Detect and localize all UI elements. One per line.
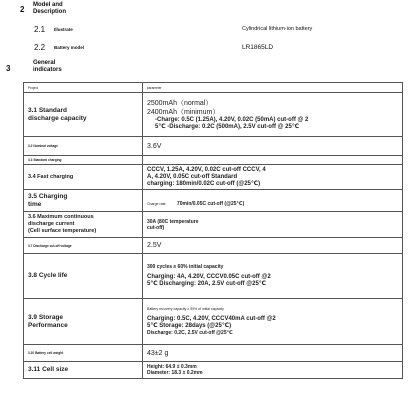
row-value-line: 2500mAh（normal） [147,99,213,107]
row-label-line: 3.6 Maximum continuous [28,214,94,220]
item-2-1-value: Cylindrical lithium-ion battery [242,26,313,32]
section-3-title-line-1: General [33,60,56,66]
row-value-line: Charging: 0.5C, 4.20V, CCCV40mA cut-off @2 [147,315,276,322]
row-label: 3.11 Cell size [24,362,143,379]
row-value-line: charging: 180min/0.02C cut-off (@25℃) [147,180,261,187]
row-value-line: 300 cycles ≥ 60% initial capacity [147,264,224,270]
item-2-1-label: Illustrate [54,27,73,32]
section-2-title-line-2: Description [33,9,67,15]
row-label-line: (Cell surface temperature) [28,228,97,234]
row-value-line: CCCV, 1.25A, 4.20V, 0.02C cut-off CCCV, 4 [147,166,266,173]
row-value-line: 30A (80C temperature [147,218,199,225]
table-row [24,299,403,345]
row-value [143,212,403,238]
table-row [24,345,403,362]
section-3-title-line-2: indicators [33,67,62,73]
row-value [143,190,403,212]
row-value-line: 2400mAh（minimum） [147,108,220,116]
row-value-line: 5℃ Discharging: 20A, 2.5V cut-off @25℃ [147,281,267,287]
row-label: 3.3 Standard charging [24,156,143,165]
row-label-line: 3.5 Charging [28,192,68,200]
row-value-line: Height: 64.9 ± 0.3mm [147,364,197,370]
row-value [143,156,403,165]
row-value-line: -Charge: 0.5C (1.25A), 4.20V, 0.02C (50mA) cut-off @ 2 [155,116,309,123]
row-label [24,299,143,345]
header-project: Project [24,83,143,93]
charge-rate-label: Charge rate: [147,201,167,206]
header-parameter: parameter [143,83,403,93]
row-value-line: A, 4.20V, 0.05C cut-off Standard [147,173,238,180]
row-label-line: 3.1 Standard [28,106,68,114]
row-label: 3.2 Nominal voltage [24,137,143,156]
row-label: 3.4 Fast charging [24,165,143,190]
table-row [24,137,403,156]
row-value [143,165,403,190]
charge-rate-value: 70min/0.05C cut-off (@25℃) [176,200,245,207]
row-value: 43±2 g [143,345,403,362]
item-2-2-number: 2.2 [34,43,46,52]
item-2-2-value: LR1865LD [242,44,274,51]
row-value: 3.6V [143,137,403,156]
table-row [24,254,403,299]
row-value-line: Discharge: 0.2C, 2.5V cut-off @25℃ [147,329,233,336]
item-2-1-number: 2.1 [34,25,46,34]
row-value-line: 5℃ Storage: 28days (@25℃) [147,322,232,329]
table-row [24,165,403,190]
row-label-line: Performance [28,321,68,329]
table-row [24,212,403,238]
table-row [24,190,403,212]
table-row [24,93,403,137]
row-label [24,212,143,238]
row-value [143,299,403,345]
row-label: 3.8 Cycle life [24,254,143,299]
section-3-number: 3 [6,64,11,73]
row-label [24,93,143,137]
row-value-line: 5℃ -Discharge: 0.2C (500mA), 2.5V cut-off @ 25℃ [155,123,300,130]
row-label-line: time [28,200,42,208]
row-value-line: cut-off) [147,224,165,231]
section-2-title-line-1: Model and [33,2,63,8]
section-2-title [33,2,66,16]
item-2-2-label: Battery model [54,45,85,50]
row-label-line: 3.9 Storage [28,313,64,321]
row-value [143,254,403,299]
section-2-number: 2 [20,5,25,14]
row-value: 2.5V [143,238,403,254]
row-label: 3.7 Discharge cut-off voltage [24,238,143,254]
table-row [24,362,403,379]
section-3-title [33,60,62,74]
row-label [24,190,143,212]
row-value [143,362,403,379]
table-header-row [24,83,403,93]
row-label-line: discharge current [28,221,75,227]
row-label-line: discharge capacity [28,114,87,122]
table-row [24,156,403,165]
row-label: 3.10 Battery cell weight [24,345,143,362]
row-value-line: Charging: 4A, 4.20V, CCCV0.05C cut-off @2 [147,274,271,280]
row-value-line: Diameter: 18.3 ± 0.2mm [147,370,203,376]
indicators-table [23,82,403,379]
table-row [24,238,403,254]
row-value [143,93,403,137]
row-value-line: Battery recovery capacity ≥ 90% of initial capacity [147,307,224,312]
